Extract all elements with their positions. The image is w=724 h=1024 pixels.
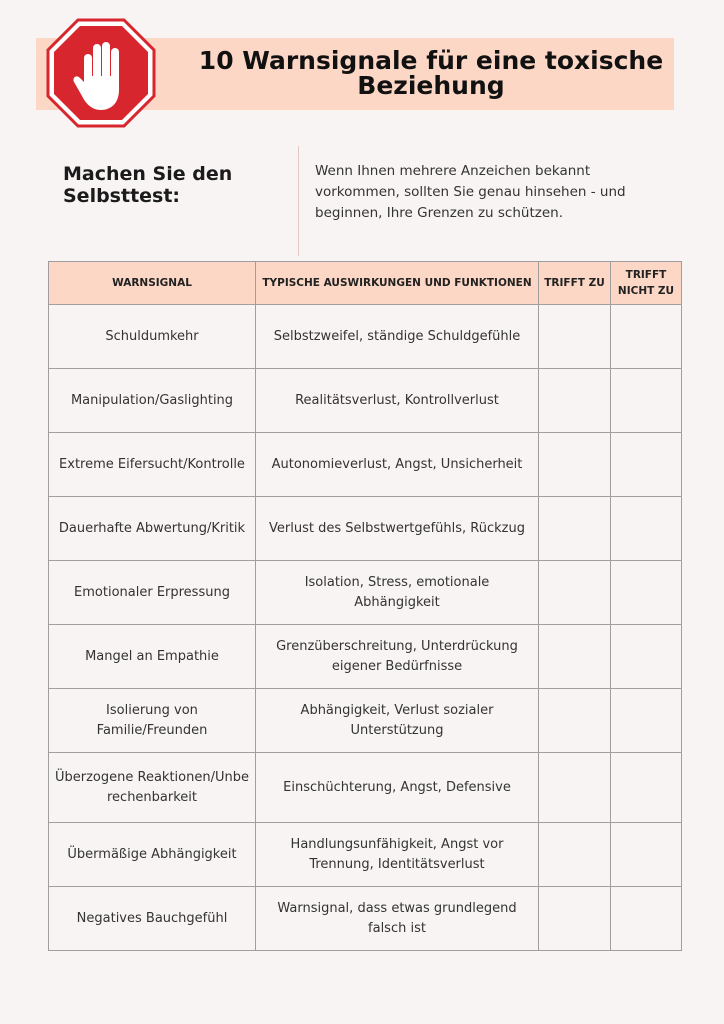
table-row xyxy=(49,305,682,369)
header-applies: TRIFFT ZU xyxy=(539,262,611,305)
applies-checkbox-cell[interactable] xyxy=(539,497,611,561)
intro-heading: Machen Sie den Selbsttest: xyxy=(63,163,233,207)
warning-signs-table xyxy=(48,261,682,951)
header-effects: TYPISCHE AUSWIRKUNGEN UND FUNKTIONEN xyxy=(256,262,539,305)
effects-cell: Handlungsunfähigkeit, Angst vor Trennung, Identitätsverlust xyxy=(256,823,539,887)
table-row xyxy=(49,561,682,625)
effects-cell: Einschüchterung, Angst, Defensive xyxy=(256,753,539,823)
page-title: 10 Warnsignale für eine toxische Beziehung xyxy=(198,46,664,100)
table-row xyxy=(49,625,682,689)
not-applies-checkbox-cell[interactable] xyxy=(611,823,682,887)
header-not-applies: TRIFFT NICHT ZU xyxy=(611,262,682,305)
effects-cell: Autonomieverlust, Angst, Unsicherheit xyxy=(256,433,539,497)
applies-checkbox-cell[interactable] xyxy=(539,433,611,497)
applies-checkbox-cell[interactable] xyxy=(539,369,611,433)
table-row xyxy=(49,689,682,753)
not-applies-checkbox-cell[interactable] xyxy=(611,305,682,369)
table-row xyxy=(49,753,682,823)
signal-cell: Mangel an Empathie xyxy=(49,625,256,689)
not-applies-checkbox-cell[interactable] xyxy=(611,369,682,433)
signal-cell: Schuldumkehr xyxy=(49,305,256,369)
table-row xyxy=(49,887,682,951)
signal-cell: Manipulation/Gaslighting xyxy=(49,369,256,433)
table-row xyxy=(49,433,682,497)
effects-cell: Warnsignal, dass etwas grundlegend falsch ist xyxy=(256,887,539,951)
applies-checkbox-cell[interactable] xyxy=(539,887,611,951)
header-warnsignal: WARNSIGNAL xyxy=(49,262,256,305)
signal-cell: Isolierung von Familie/Freunden xyxy=(49,689,256,753)
stop-hand-icon xyxy=(46,18,156,128)
table-row xyxy=(49,497,682,561)
applies-checkbox-cell[interactable] xyxy=(539,305,611,369)
not-applies-checkbox-cell[interactable] xyxy=(611,561,682,625)
signal-cell: Überzogene Reaktionen/Unberechenbarkeit xyxy=(49,753,256,823)
effects-cell: Verlust des Selbstwertgefühls, Rückzug xyxy=(256,497,539,561)
applies-checkbox-cell[interactable] xyxy=(539,823,611,887)
signal-cell: Dauerhafte Abwertung/Kritik xyxy=(49,497,256,561)
table-header-row xyxy=(49,262,682,305)
not-applies-checkbox-cell[interactable] xyxy=(611,433,682,497)
effects-cell: Isolation, Stress, emotionale Abhängigkeit xyxy=(256,561,539,625)
divider xyxy=(298,146,299,256)
signal-cell: Übermäßige Abhängigkeit xyxy=(49,823,256,887)
applies-checkbox-cell[interactable] xyxy=(539,753,611,823)
not-applies-checkbox-cell[interactable] xyxy=(611,497,682,561)
signal-cell: Extreme Eifersucht/Kontrolle xyxy=(49,433,256,497)
not-applies-checkbox-cell[interactable] xyxy=(611,625,682,689)
not-applies-checkbox-cell[interactable] xyxy=(611,887,682,951)
table-row xyxy=(49,823,682,887)
signal-cell: Emotionaler Erpressung xyxy=(49,561,256,625)
not-applies-checkbox-cell[interactable] xyxy=(611,689,682,753)
applies-checkbox-cell[interactable] xyxy=(539,625,611,689)
applies-checkbox-cell[interactable] xyxy=(539,561,611,625)
effects-cell: Selbstzweifel, ständige Schuldgefühle xyxy=(256,305,539,369)
not-applies-checkbox-cell[interactable] xyxy=(611,753,682,823)
signal-cell: Negatives Bauchgefühl xyxy=(49,887,256,951)
effects-cell: Abhängigkeit, Verlust sozialer Unterstützung xyxy=(256,689,539,753)
effects-cell: Grenzüberschreitung, Unterdrückung eigener Bedürfnisse xyxy=(256,625,539,689)
intro-text: Wenn Ihnen mehrere Anzeichen bekannt vorkommen, sollten Sie genau hinsehen - und beginnen, Ihre Grenzen zu schützen. xyxy=(315,163,626,221)
table-row xyxy=(49,369,682,433)
effects-cell: Realitätsverlust, Kontrollverlust xyxy=(256,369,539,433)
applies-checkbox-cell[interactable] xyxy=(539,689,611,753)
